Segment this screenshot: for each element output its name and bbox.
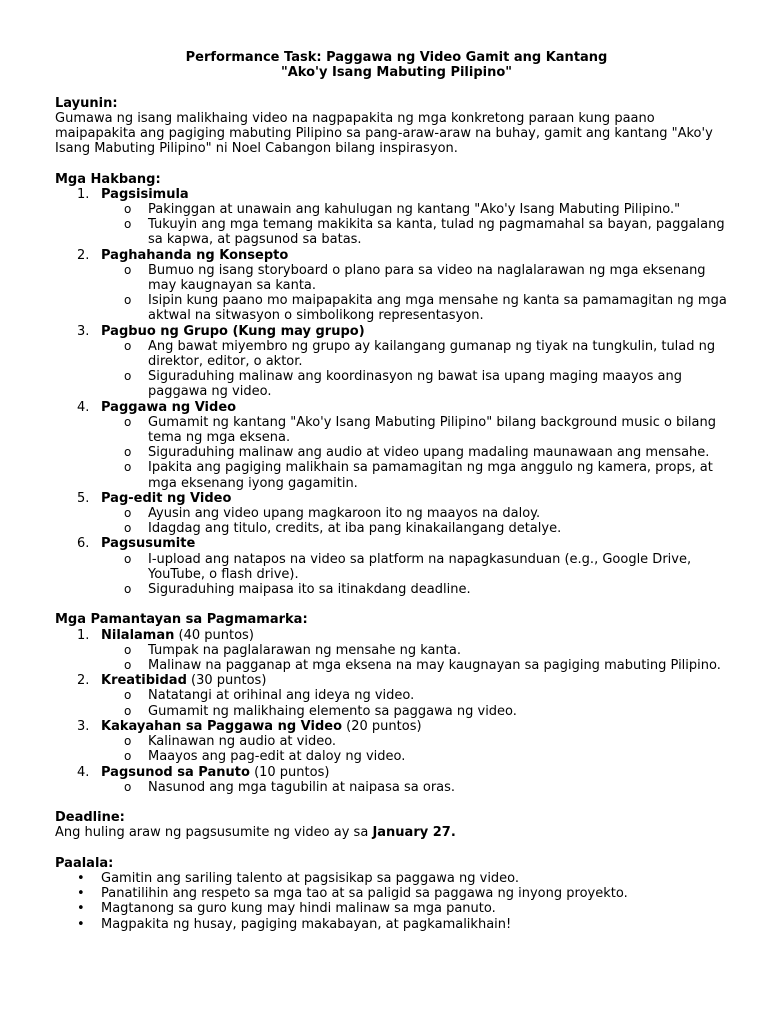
document-title-line2: "Ako'y Isang Mabuting Pilipino" <box>280 65 513 81</box>
sub-item: o Idagdag ang titulo, credits, at iba pang kinakailangang detalye. <box>101 521 735 536</box>
hakbang-step-number: 3 . <box>77 324 89 339</box>
sub-item: o I-upload ang natapos na video sa platform na napagkasunduan (e.g., Google Drive, YouTube, o flash drive). <box>101 552 735 582</box>
hakbang-step-title: Paggawa ng Video <box>101 399 237 415</box>
criterion-sublist <box>101 780 735 795</box>
paalala-item: • Gamitin ang sariling talento at pagsisikap sa paggawa ng video. <box>55 871 735 886</box>
sub-item: o Siguraduhing malinaw ang koordinasyon ng bawat isa upang maging maayos ang paggawa ng video. <box>101 369 735 399</box>
layunin-text: Gumawa ng isang malikhaing video na nagpapakita ng mga konkretong paraan kung paano maipapakita ang pagiging mabuting Pilipino sa pang-araw-araw na buhay, gamit ang kantang "Ako'y Isang Mabuting Pilipino" ni Noel Cabangon bilang inspirasyon. <box>55 110 713 157</box>
pamantayan-heading: Mga Pamantayan sa Pagmamarka: <box>55 612 308 628</box>
paalala-heading: Paalala: <box>55 855 114 871</box>
criterion-sublist <box>101 734 735 764</box>
sub-item: o Malinaw na pagganap at mga eksena na may kaugnayan sa pagiging mabuting Pilipino. <box>101 658 735 673</box>
deadline-heading: Deadline: <box>55 810 125 826</box>
sub-item: o Isipin kung paano mo maipapakita ang mga mensahe ng kanta sa pamamagitan ng mga aktwal na sitwasyon o simbolikong representasyon. <box>101 293 735 323</box>
criterion-points: (10 puntos) <box>254 764 330 780</box>
hakbang-step-title: Pagbuo ng Grupo (Kung may grupo) <box>101 323 365 339</box>
paalala-item: • Panatilihin ang respeto sa mga tao at sa paligid sa paggawa ng inyong proyekto. <box>55 886 735 901</box>
hakbang-step-number: 4 . <box>77 400 89 415</box>
document-title-line1: Performance Task: Paggawa ng Video Gamit ang Kantang <box>185 50 608 65</box>
hakbang-step-title: Pagsisimula <box>101 186 189 202</box>
sub-item: o Siguraduhing maipasa ito sa itinakdang deadline. <box>101 582 735 597</box>
hakbang-step-number: 6 . <box>77 536 89 551</box>
hakbang-step <box>55 324 735 400</box>
sub-item: o Gumamit ng malikhaing elemento sa paggawa ng video. <box>101 704 735 719</box>
hakbang-step-sublist <box>101 506 735 536</box>
hakbang-step-number: 5 . <box>77 491 89 506</box>
sub-item: o Ayusin ang video upang magkaroon ito ng maayos na daloy. <box>101 506 735 521</box>
criterion-title: Kakayahan sa Paggawa ng Video <box>101 718 343 734</box>
criterion <box>55 765 735 795</box>
hakbang-step <box>55 187 735 248</box>
sub-item: o Tukuyin ang mga temang makikita sa kanta, tulad ng pagmamahal sa bayan, paggalang sa kapwa, at pagsunod sa batas. <box>101 217 735 247</box>
criterion-title: Nilalaman <box>101 627 175 643</box>
deadline-date: January 27. <box>372 825 456 841</box>
hakbang-heading: Mga Hakbang: <box>55 171 161 187</box>
criterion <box>55 628 735 674</box>
hakbang-step-sublist <box>101 339 735 400</box>
sub-item: o Ipakita ang pagiging malikhain sa pamamagitan ng mga anggulo ng kamera, props, at mga eksenang iyong gagamitin. <box>101 460 735 490</box>
hakbang-step <box>55 536 735 597</box>
criterion <box>55 719 735 765</box>
sub-item: o Siguraduhing malinaw ang audio at video upang madaling maunawaan ang mensahe. <box>101 445 735 460</box>
criterion <box>55 673 735 719</box>
hakbang-step <box>55 248 735 324</box>
paalala-item: • Magpakita ng husay, pagiging makabayan, at pagkamalikhain! <box>55 917 735 932</box>
hakbang-step-sublist <box>101 202 735 248</box>
sub-item: o Bumuo ng isang storyboard o plano para sa video na naglalarawan ng mga eksenang may kaugnayan sa kanta. <box>101 263 735 293</box>
hakbang-step-sublist <box>101 263 735 324</box>
hakbang-step <box>55 491 735 537</box>
criterion-sublist <box>101 643 735 673</box>
deadline-text-prefix: Ang huling araw ng pagsusumite ng video ay sa <box>55 825 373 841</box>
sub-item: o Pakinggan at unawain ang kahulugan ng kantang "Ako'y Isang Mabuting Pilipino." <box>101 202 735 217</box>
deadline-text <box>55 825 735 840</box>
hakbang-step-title: Pagsusumite <box>101 536 196 552</box>
sub-item: o Nasunod ang mga tagubilin at naipasa sa oras. <box>101 780 735 795</box>
paalala-list <box>55 871 735 932</box>
hakbang-list <box>55 187 735 597</box>
criterion-number: 4 . <box>77 765 89 780</box>
sub-item: o Ang bawat miyembro ng grupo ay kailangang gumanap ng tiyak na tungkulin, tulad ng direktor, editor, o aktor. <box>101 339 735 369</box>
hakbang-step-title: Paghahanda ng Konsepto <box>101 247 289 263</box>
layunin-heading: Layunin: <box>55 95 118 111</box>
sub-item: o Tumpak na paglalarawan ng mensahe ng kanta. <box>101 643 735 658</box>
pamantayan-list <box>55 628 735 795</box>
hakbang-step-sublist <box>101 552 735 598</box>
sub-item: o Maayos ang pag-edit at daloy ng video. <box>101 749 735 764</box>
document-page <box>55 50 735 932</box>
criterion-number: 2 . <box>77 673 89 688</box>
paalala-item: • Magtanong sa guro kung may hindi malinaw sa mga panuto. <box>55 901 735 916</box>
criterion-title: Kreatibidad <box>101 673 187 689</box>
hakbang-step-title: Pag-edit ng Video <box>101 490 232 506</box>
criterion-number: 3 . <box>77 719 89 734</box>
criterion-points: (30 puntos) <box>191 673 267 689</box>
sub-item: o Natatangi at orihinal ang ideya ng video. <box>101 688 735 703</box>
criterion-points: (40 puntos) <box>178 627 254 643</box>
criterion-points: (20 puntos) <box>346 718 422 734</box>
sub-item: o Gumamit ng kantang "Ako'y Isang Mabuting Pilipino" bilang background music o bilang tema ng mga eksena. <box>101 415 735 445</box>
hakbang-step-number: 1 . <box>77 187 89 202</box>
criterion-sublist <box>101 688 735 718</box>
sub-item: o Kalinawan ng audio at video. <box>101 734 735 749</box>
hakbang-step-sublist <box>101 415 735 491</box>
hakbang-step-number: 2 . <box>77 248 89 263</box>
criterion-title: Pagsunod sa Panuto <box>101 764 250 780</box>
criterion-number: 1 . <box>77 628 89 643</box>
hakbang-step <box>55 400 735 491</box>
